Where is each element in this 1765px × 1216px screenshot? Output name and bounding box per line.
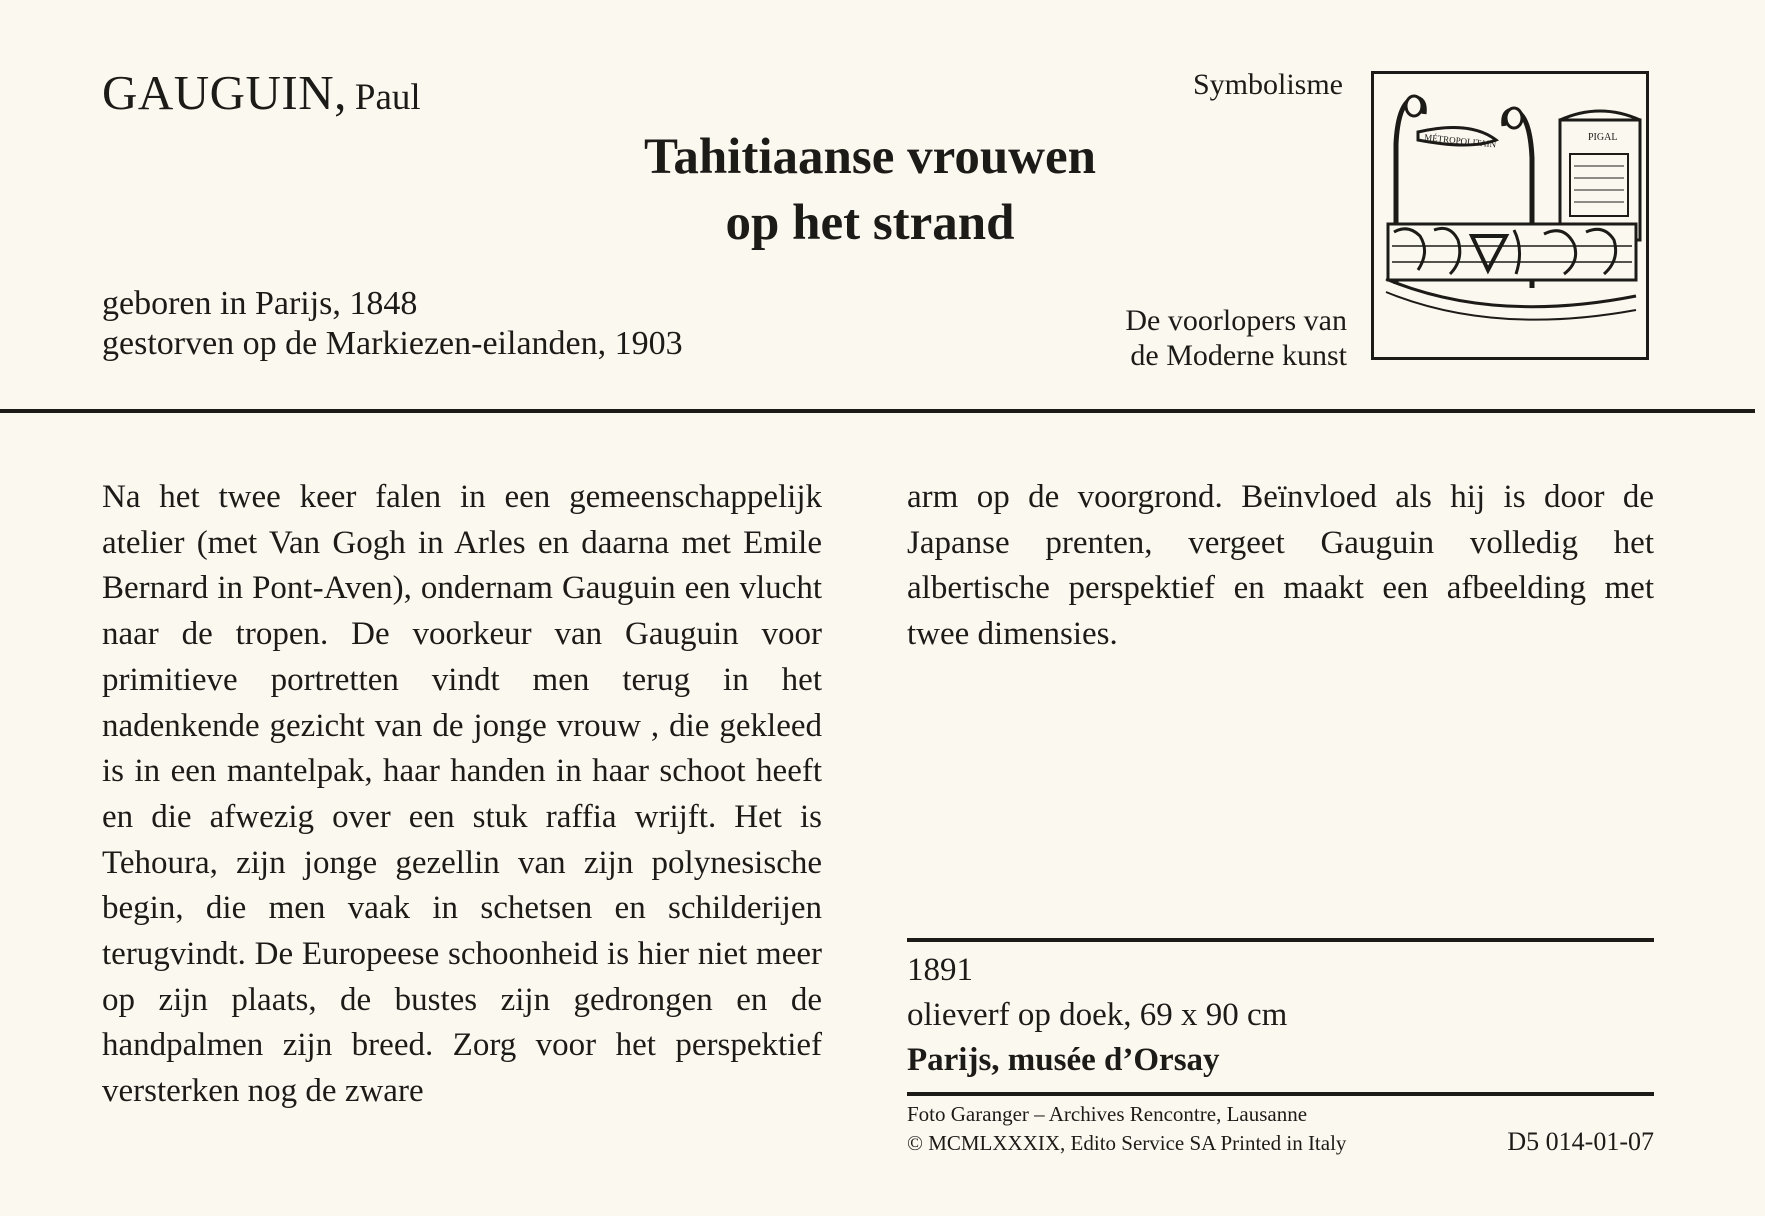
info-bottom-rule: [907, 1092, 1654, 1096]
movement-label: Symbolisme: [1192, 68, 1343, 101]
description-text-left: Na het twee keer falen in een gemeenschappelijk atelier (met Van Gogh in Arles en daarna met Emile Bernard in Pont-Aven), ondernam Gauguin een vlucht naar de tropen. De voorkeur van Gauguin voor primitieve portretten vindt men terug in het nadenkende gezicht van de jonge vrouw , die gekleed is in een mantelpak, haar handen in haar schoot heeft en die afwezig over een stuk raffia wrijft. Het is Tehoura, zijn jonge gezellin van zijn polynesische begin, die men vaak in schetsen en schilderijen terugvindt. De Europeese schoonheid is hier niet meer op zijn plaats, de bustes zijn gedrongen en de handpalmen zijn breed. Zorg voor het perspektief versterken nog de zware: [102, 479, 822, 1110]
series-label: [1125, 303, 1347, 373]
artwork-location: Parijs, musée d’Orsay: [907, 1042, 1220, 1078]
artwork-year: 1891: [907, 952, 973, 988]
info-top-rule: [907, 938, 1654, 942]
metropolitain-entrance-icon: [1374, 74, 1646, 357]
born-line: geboren in Parijs, 1848: [102, 285, 418, 322]
description-column-right: [907, 475, 1654, 658]
series-line-2: de Moderne kunst: [1130, 339, 1347, 372]
artwork-title-line-2: op het strand: [725, 195, 1015, 251]
photo-credit: Foto Garanger – Archives Rencontre, Lausanne: [907, 1102, 1308, 1126]
logo-sign-right: PIGAL: [1588, 132, 1618, 143]
artwork-title-line-1: Tahitiaanse vrouwen: [643, 129, 1097, 185]
died-line: gestorven op de Markiezen-eilanden, 1903: [102, 325, 683, 362]
artwork-medium: olieverf op doek, 69 x 90 cm: [907, 997, 1288, 1033]
logo-sign-left: MÉTROPOLITAIN: [1423, 132, 1497, 150]
copyright-text: © MCMLXXXIX, Edito Service SA Printed in Italy: [907, 1131, 1347, 1155]
header-divider: [0, 409, 1755, 413]
credits: [907, 1101, 1654, 1157]
series-line-1: De voorlopers van: [1125, 304, 1347, 337]
description-text-right: arm op de voorgrond. Beïnvloed als hij is door de Japanse prenten, vergeet Gauguin volledig het albertische perspektief en maakt een afbeelding met twee dimensies.: [907, 479, 1654, 653]
artwork-info: [907, 948, 1654, 1083]
artist-bio: [102, 284, 683, 364]
artwork-title: [520, 124, 1220, 256]
copyright-row: [907, 1128, 1654, 1157]
description-column-left: [102, 475, 822, 1115]
artist-first-name: Paul: [354, 77, 421, 118]
artist-name: [102, 64, 421, 121]
series-logo: [1371, 71, 1649, 360]
card-code: D5 014-01-07: [1507, 1127, 1654, 1156]
artist-surname: GAUGUIN,: [102, 65, 347, 120]
